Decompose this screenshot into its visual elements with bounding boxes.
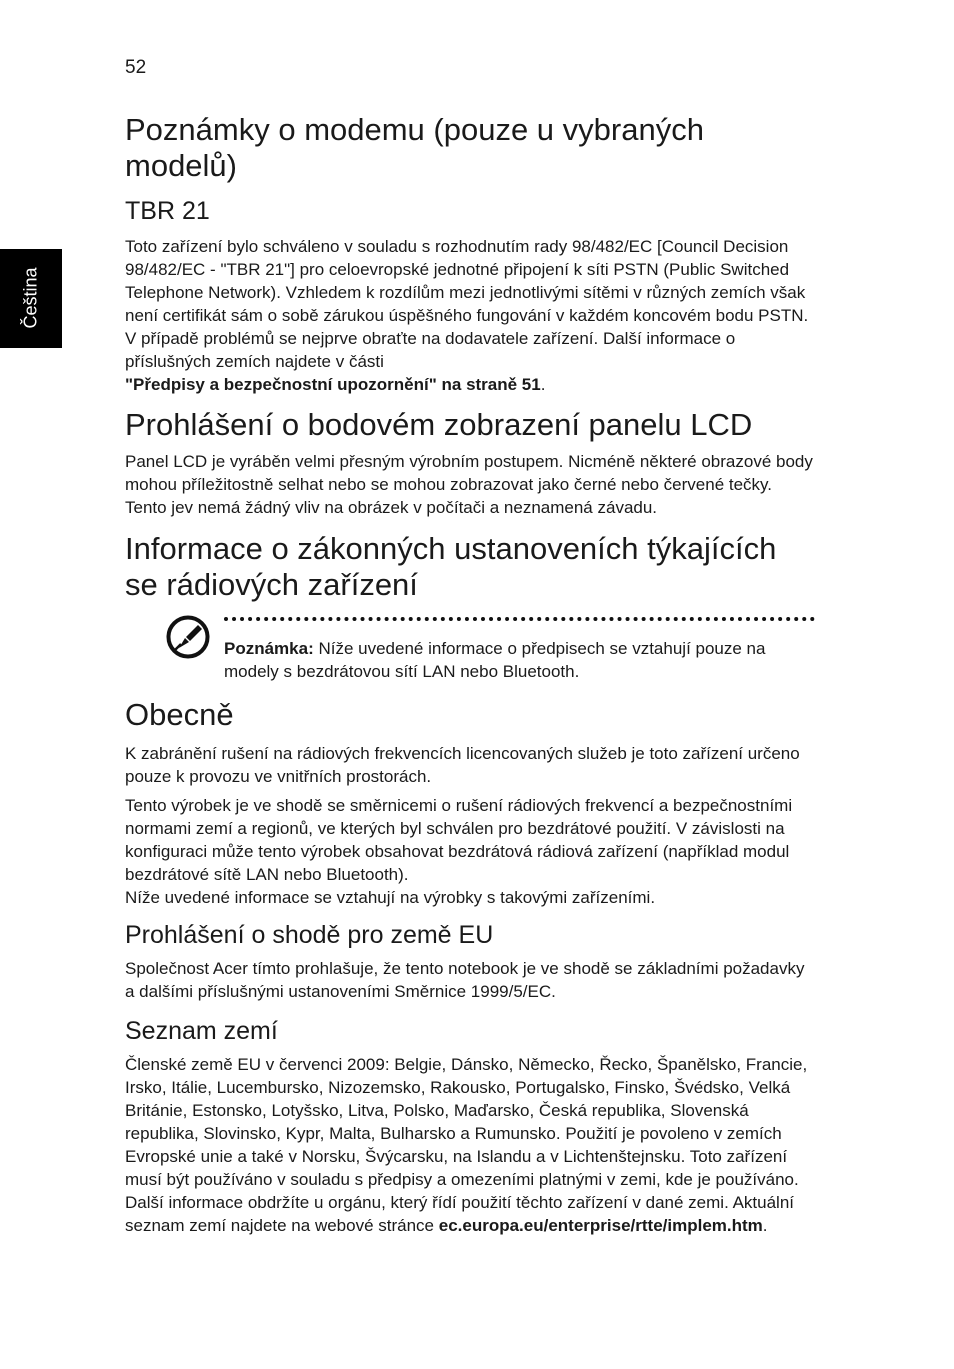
- country-list-paragraph: [125, 1053, 815, 1237]
- general-paragraph-3: Níže uvedené informace se vztahují na výrobky s takovými zařízeními.: [125, 888, 656, 907]
- country-list-heading: Seznam zemí: [125, 1017, 278, 1045]
- note-pen-icon: [166, 615, 210, 659]
- eu-conformity-heading: Prohlášení o shodě pro země EU: [125, 921, 494, 949]
- general-heading: Obecně: [125, 697, 234, 732]
- country-list-text: Členské země EU v červenci 2009: Belgie, Dánsko, Německo, Řecko, Španělsko, Francie, Irsko, Itálie, Lucembursko, Nizozemsko, Rakousko, Portugalsko, Finsko, Švédsko, Velká Británie, Estonsko, Lotyšsko, Litva, Polsko, Maďarsko, Česká republika, Slovenská republika, Slovinsko, Kypr, Malta, Bulharsko a Rumunsko. Použití je povoleno v zemích Evropské unie a také v Norsku, Švýcarsku, na Islandu a v Lichtenštejnsku. Toto zařízení musí být používáno v souladu s předpisy a omezeními platnými v zemi, kde je používáno. Další informace obdržíte u orgánu, který řídí použití těchto zařízení v dané zemi. Aktuální seznam zemí najdete na webové stránce: [125, 1055, 808, 1235]
- note-text: Níže uvedené informace o předpisech se vztahují pouze na modely s bezdrátovou sítí LAN nebo Bluetooth.: [224, 639, 766, 681]
- rtte-link[interactable]: ec.europa.eu/enterprise/rtte/implem.htm: [438, 1216, 763, 1235]
- page-number: 52: [125, 57, 147, 78]
- note-box: [224, 617, 815, 683]
- general-paragraph-1: K zabránění rušení na rádiových frekvencích licencovaných služeb je toto zařízení určeno pouze k provozu ve vnitřních prostorách.: [125, 744, 800, 786]
- note-divider: [224, 617, 815, 621]
- lcd-heading: Prohlášení o bodovém zobrazení panelu LCD: [125, 407, 753, 442]
- note-paragraph: [224, 637, 815, 683]
- general-paragraph-2: Tento výrobek je ve shodě se směrnicemi o rušení rádiových frekvencí a bezpečnostními normami zemí a regionů, ve kterých byl schválen pro bezdrátové použití. V závislosti na konfiguraci může tento výrobek obsahovat bezdrátová rádiová zařízení (například modul bezdrátové sítě LAN nebo Bluetooth).: [125, 796, 793, 884]
- lcd-paragraph: Panel LCD je vyráběn velmi přesným výrobním postupem. Nicméně některé obrazové body mohou příležitostně selhat nebo se mohou zobrazovat jako černé nebo červené tečky. Tento jev nemá žádný vliv na obrázek v počítači a neznamená závadu.: [125, 452, 813, 517]
- tbr21-text: Toto zařízení bylo schváleno v souladu s rozhodnutím rady 98/482/EC [Council Decision 98/482/EC - "TBR 21"] pro celoevropské jednotné připojení k síti PSTN (Public Switched Telephone Network). Vzhledem k rozdílům mezi jednotlivými sítěmi v různých zemích však není certifikát sám o sobě zárukou úspěšného fungování v každém koncovém bodu PSTN. V případě problémů se nejprve obraťte na dodavatele zařízení. Další informace o příslušných zemích najdete v části: [125, 237, 809, 371]
- regulations-reference: "Předpisy a bezpečnostní upozornění" na straně 51: [125, 375, 541, 394]
- page-content: [125, 112, 815, 1237]
- language-tab-label: Čeština: [20, 267, 41, 329]
- tbr21-end: .: [540, 375, 546, 394]
- language-tab: [0, 249, 62, 348]
- radio-heading: Informace o zákonných ustanoveních týkajících se rádiových zařízení: [125, 531, 777, 602]
- country-list-end: .: [762, 1216, 768, 1235]
- eu-conformity-paragraph: Společnost Acer tímto prohlašuje, že tento notebook je ve shodě se základními požadavky a dalšími příslušnými ustanoveními Směrnice 1999/5/EC.: [125, 959, 805, 1001]
- modem-heading: Poznámky o modemu (pouze u vybraných modelů): [125, 112, 704, 183]
- tbr21-paragraph: [125, 235, 815, 396]
- tbr21-heading: TBR 21: [125, 197, 210, 225]
- note-label: Poznámka:: [224, 639, 314, 658]
